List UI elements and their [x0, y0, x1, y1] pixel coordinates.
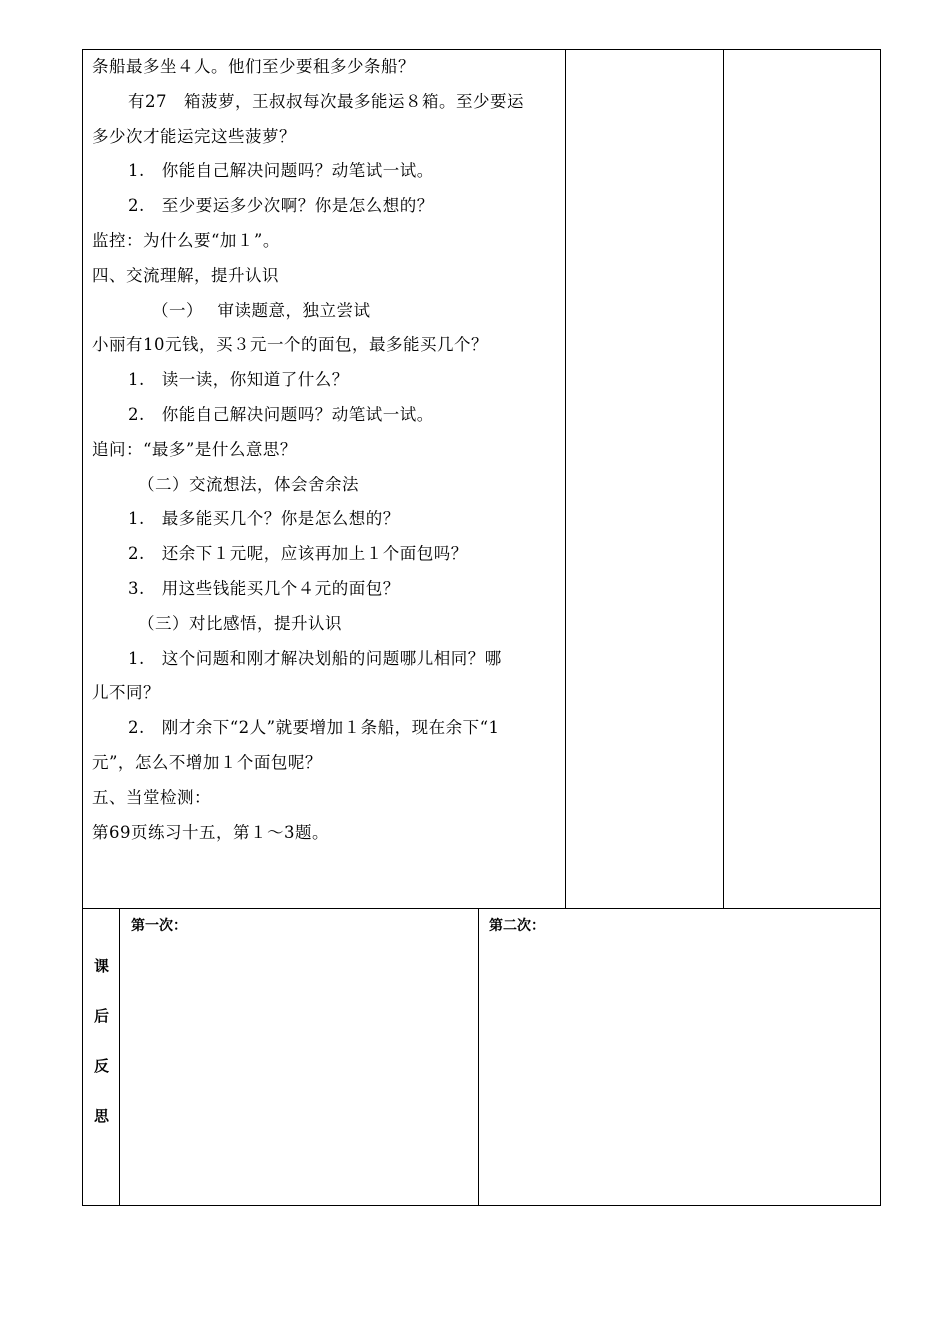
- subsection-heading: （二）交流想法，体会舍余法: [138, 474, 359, 494]
- subsection-heading: （一） 审读题意，独立尝试: [152, 300, 371, 320]
- text-line: 3. 用这些钱能买几个４元的面包？: [128, 578, 400, 598]
- column-divider: [478, 909, 479, 1205]
- text-line: 1. 你能自己解决问题吗？动笔试一试。: [128, 161, 434, 181]
- side-char: 后: [93, 1007, 109, 1025]
- column-divider: [119, 909, 120, 1205]
- lesson-plan-table: [82, 49, 881, 909]
- text-line: 元”，怎么不增加１个面包呢？: [92, 752, 322, 772]
- second-reflection-label: 第二次：: [489, 918, 545, 934]
- text-line: 2. 还余下１元呢，应该再加上１个面包吗？: [128, 544, 468, 564]
- text-line: 1. 最多能买几个？你是怎么想的？: [128, 509, 400, 529]
- section-heading: 四、交流理解，提升认识: [92, 265, 279, 285]
- column-divider: [565, 50, 566, 908]
- reflection-side-label: [83, 909, 120, 1205]
- first-reflection-label: 第一次：: [131, 918, 187, 934]
- text-line: 小丽有10元钱，买３元一个的面包，最多能买几个？: [92, 335, 488, 355]
- column-divider: [723, 50, 724, 908]
- text-line: 2. 刚才余下“2人”就要增加１条船，现在余下“1: [128, 718, 500, 738]
- subsection-heading: （三）对比感悟，提升认识: [138, 613, 342, 633]
- reflection-table: [82, 908, 881, 1206]
- text-line: 2. 至少要运多少次啊？你是怎么想的？: [128, 196, 434, 216]
- text-line: 1. 读一读，你知道了什么？: [128, 370, 349, 390]
- text-line: 监控：为什么要“加１”。: [92, 230, 280, 250]
- text-line: 2. 你能自己解决问题吗？动笔试一试。: [128, 404, 434, 424]
- text-line: 追问：“最多”是什么意思？: [92, 439, 297, 459]
- side-char: 思: [93, 1107, 109, 1125]
- text-line: 有27 箱菠萝，王叔叔每次最多能运８箱。至少要运: [128, 91, 524, 111]
- section-heading: 五、当堂检测：: [92, 787, 211, 807]
- side-char: 课: [93, 957, 109, 975]
- text-line: 条船最多坐４人。他们至少要租多少条船？: [92, 57, 415, 76]
- text-line: 1. 这个问题和刚才解决划船的问题哪儿相同？哪: [128, 648, 502, 668]
- text-line: 第69页练习十五，第１～3题。: [92, 822, 329, 842]
- side-char: 反: [93, 1057, 109, 1075]
- text-line: 儿不同？: [92, 683, 160, 703]
- lesson-content-cell: [92, 50, 562, 850]
- text-line: 多少次才能运完这些菠萝？: [92, 126, 296, 146]
